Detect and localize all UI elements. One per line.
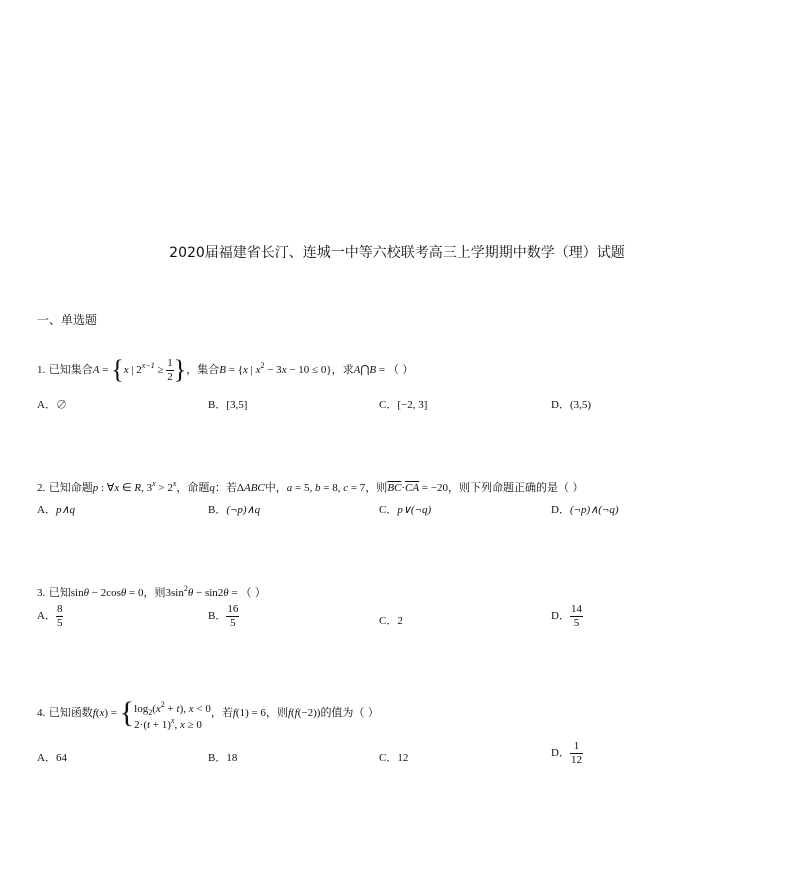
option-d[interactable]: D．(3,5) <box>551 399 592 411</box>
question-2: 2. 已知命题p : ∀x ∈ R, $3^x > 2^x$，命题q：若ΔABC中，a = 5, b = 8, c = 7，则$\overline{BC}\cdot\overline{CA} = -20$，则下列命题正确的是（ ） <box>37 479 584 494</box>
option-a[interactable]: A．∅ <box>37 399 67 411</box>
question-text: 已知函数 <box>48 706 93 719</box>
piecewise-function: { $\log_2(x^2 + t)$, x < 0 $2\cdot(t + 1)^x$, x ≥ 0 <box>119 696 211 731</box>
question-text: ，则 <box>143 586 166 599</box>
question-number: 2. <box>37 482 46 494</box>
option-a[interactable]: A．64 <box>37 752 67 764</box>
question-text: 已知 <box>48 586 71 599</box>
question-number: 1. <box>37 364 46 376</box>
option-d[interactable]: D． $\frac{1}{12}$ <box>551 740 582 766</box>
question-text: （ ） <box>387 363 414 376</box>
question-number: 3. <box>37 587 46 599</box>
question-text: 的值为（ ） <box>320 706 379 719</box>
option-c[interactable]: C．[−2, 3] <box>379 399 428 411</box>
option-b[interactable]: B．18 <box>208 752 238 764</box>
question-text: 中， <box>264 481 287 494</box>
option-d[interactable]: D． $\frac{14}{5}$ <box>551 603 582 629</box>
question-text: ，集合 <box>186 363 220 376</box>
question-number: 4. <box>37 707 46 719</box>
question-1: 1. 已知集合A = {x | $2^{x-1}$ ≥ $\frac{1}{2}$ }，集合B = {x | $x^2 - 3x - 10 \le 0$}，求A⋂B = （ ） <box>37 355 414 384</box>
option-b[interactable]: B．(¬p)∧q <box>208 504 261 516</box>
question-text: ，若 <box>210 706 233 719</box>
option-b[interactable]: B． $\frac{16}{5}$ <box>208 603 239 629</box>
question-text: （ ） <box>240 586 266 599</box>
option-b[interactable]: B．[3,5] <box>208 399 248 411</box>
question-text: ，则 <box>265 706 288 719</box>
question-text: ，则 <box>365 481 388 494</box>
option-a[interactable]: A． $\frac{8}{5}$ <box>37 603 63 629</box>
option-a[interactable]: A．p∧q <box>37 504 76 516</box>
question-text: ，命题 <box>176 481 210 494</box>
option-d[interactable]: D．(¬p)∧(¬q) <box>551 504 619 516</box>
question-4: 4. 已知函数f(x) = { $\log_2(x^2 + t)$, x < 0 $2\cdot(t + 1)^x$, x ≥ 0 ，若f(1) = 6，则f(f(−2))的值为（ ） <box>37 696 379 731</box>
question-text: ：若 <box>214 481 237 494</box>
question-text: 已知集合 <box>48 363 93 376</box>
option-c[interactable]: C．p∨(¬q) <box>379 504 432 516</box>
option-c[interactable]: C．12 <box>379 752 409 764</box>
section-heading: 一、单选题 <box>37 313 98 327</box>
option-c[interactable]: C．2 <box>379 615 403 627</box>
question-3: 3. 已知sinθ − 2cosθ = 0，则$3\sin^2\theta - \sin 2\theta$ = （ ） <box>37 584 266 599</box>
document-title: 2020届福建省长汀、连城一中等六校联考高三上学期期中数学（理）试题 <box>169 245 625 261</box>
question-text: ，求 <box>331 363 354 376</box>
question-text: 已知命题 <box>48 481 93 494</box>
question-text: ，则下列命题正确的是（ ） <box>448 481 584 494</box>
